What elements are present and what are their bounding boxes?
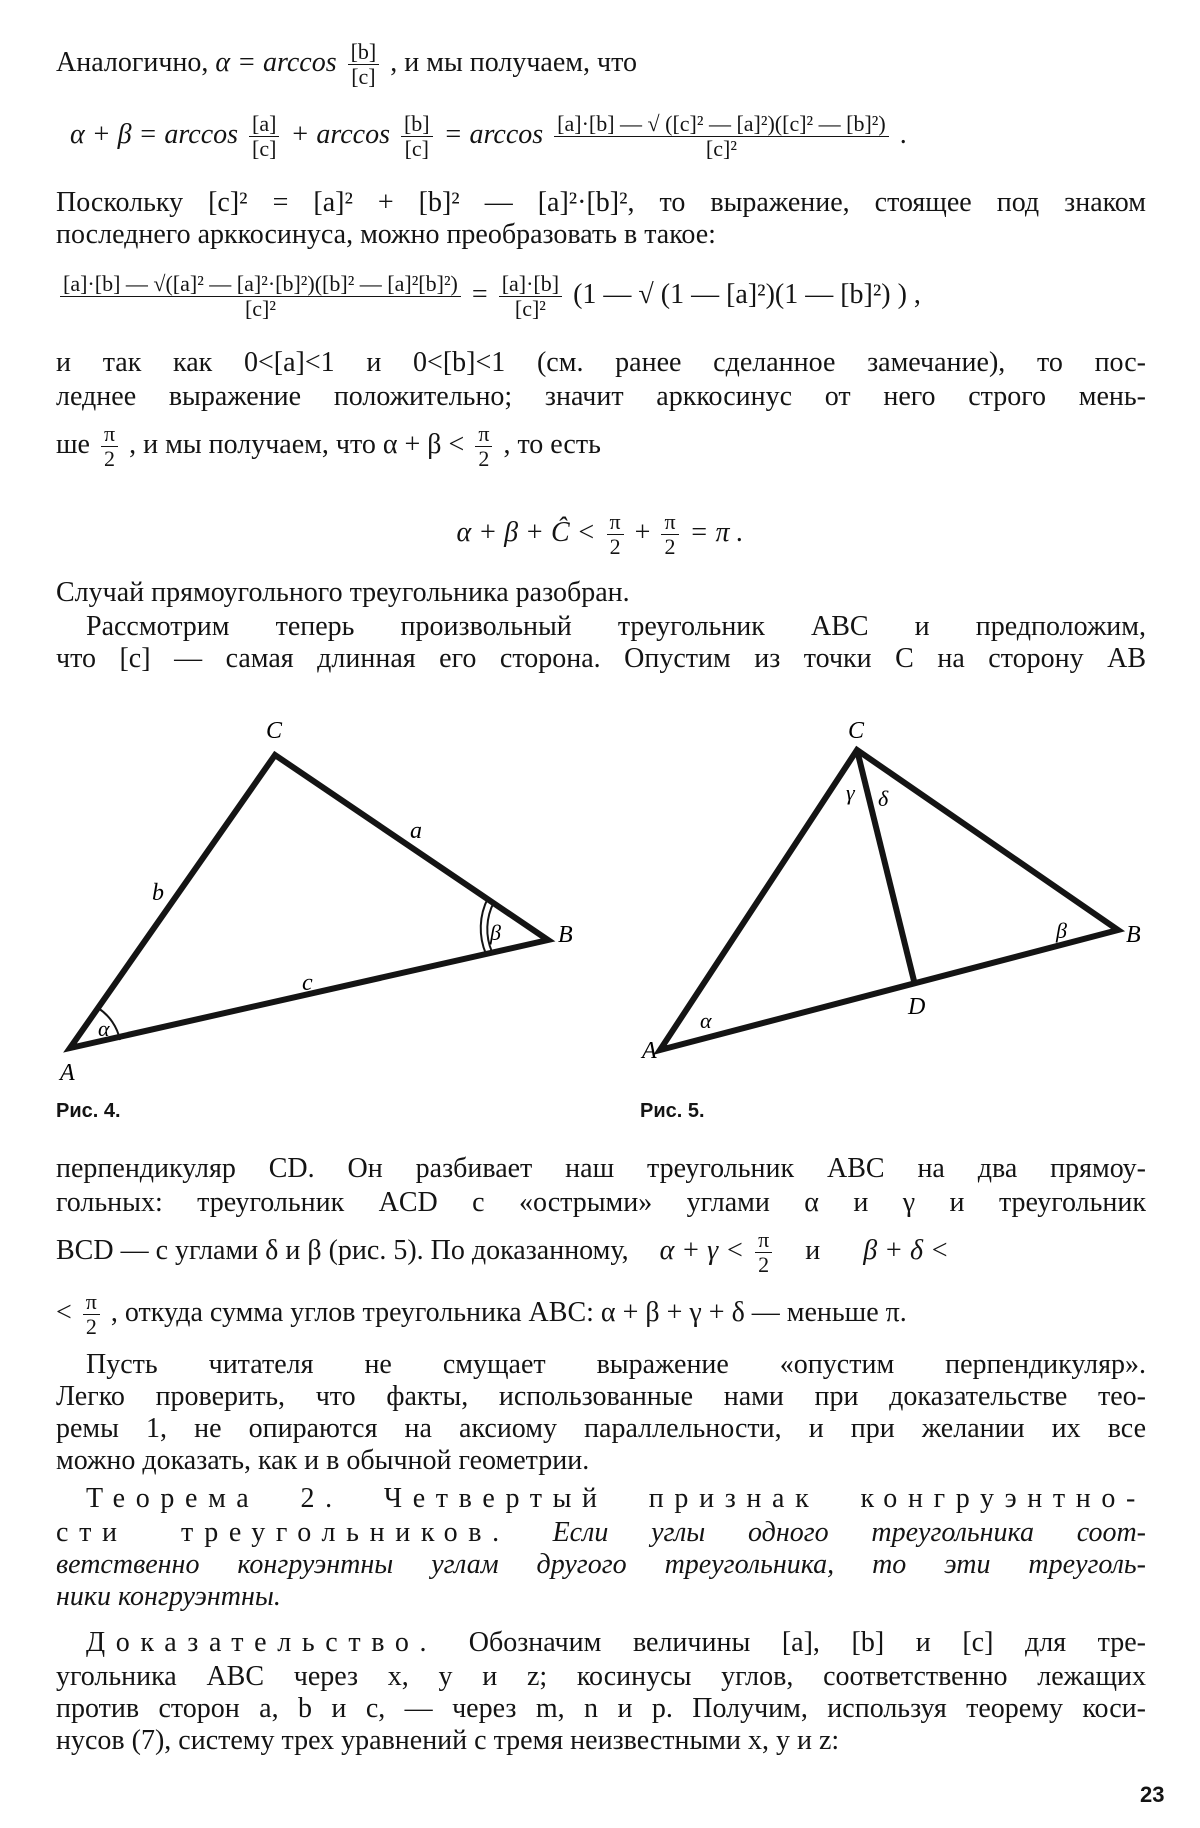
label-angle-alpha-fig5: α [700, 1008, 712, 1033]
text-span: Обозначим величины [a], [b] и [c] для тре- [468, 1627, 1147, 1658]
label-c-vertex: C [266, 718, 283, 744]
text-line: перпендикуляр CD. Он разбивает наш треугольник ABC на два прямоу- [56, 1153, 1146, 1184]
text-line: нусов (7), систему трех уравнений с тремя неизвестными x, y и z: [56, 1725, 840, 1756]
numerator: [b] [348, 40, 380, 65]
triangle-abc-fig5 [660, 750, 1118, 1050]
math-span: = π . [689, 516, 744, 548]
text-line: ремы 1, не опираются на аксиому параллельности, и при желании их все [56, 1413, 1146, 1444]
label-a-vertex: A [60, 1060, 75, 1086]
text-line: против сторон a, b и c, — через m, n и p. Получим, используя теорему коси- [56, 1693, 1146, 1724]
denominator: 2 [609, 534, 621, 559]
text-span: = [471, 278, 488, 310]
fraction [755, 1228, 772, 1277]
text-line: угольника ABC через x, y и z; косинусы углов, соответственно лежащих [56, 1661, 1146, 1692]
text-line: что [c] — самая длинная его сторона. Опустим из точки C на сторону AB [56, 643, 1146, 674]
numerator: π [101, 422, 118, 447]
numerator: π [83, 1290, 100, 1315]
denominator: 2 [478, 446, 490, 471]
theorem-statement: Если углы одного треугольника соот- [552, 1517, 1147, 1548]
label-b-vertex-fig5: B [1126, 922, 1141, 948]
label-d-vertex: D [908, 994, 926, 1020]
page-number: 23 [1140, 1782, 1165, 1807]
label-angle-gamma: γ [846, 780, 855, 805]
text-line: Пусть читателя не смущает выражение «опустим перпендикуляр». [86, 1349, 1146, 1380]
denominator: 2 [85, 1314, 97, 1339]
label-side-c: c [302, 970, 313, 996]
text-span: и [805, 1234, 821, 1266]
label-angle-delta: δ [878, 786, 889, 811]
denominator: [c] [351, 64, 376, 89]
text-line: Поскольку [c]² = [a]² + [b]² — [a]²·[b]², то выражение, стоящее под знаком [56, 187, 1146, 218]
numerator: [a] [249, 112, 279, 137]
text-line [86, 1626, 1146, 1660]
proof-heading: Доказательство. [86, 1627, 438, 1658]
text-line [56, 1516, 1146, 1550]
numerator: [a]·[b] [499, 272, 562, 297]
label-b-vertex: B [558, 922, 573, 948]
label-side-a: a [410, 818, 422, 844]
denominator: [c]² [244, 296, 276, 321]
text-line: можно доказать, как и в обычной геометрии. [56, 1445, 590, 1476]
label-c-vertex-fig5: C [848, 718, 865, 744]
text-span: , откуда сумма углов треугольника ABC: α + β + γ + δ — меньше π. [110, 1296, 907, 1328]
text-span: , и мы получаем, что [390, 46, 637, 78]
text-line: Легко проверить, что факты, использованные нами при доказательстве тео- [56, 1381, 1146, 1412]
fraction [83, 1290, 100, 1339]
figure-4-caption: Рис. 4. [56, 1100, 121, 1122]
text-line: Рассмотрим теперь произвольный треугольник ABC и предположим, [86, 611, 1146, 642]
denominator: 2 [758, 1252, 770, 1277]
denominator: [c] [252, 136, 277, 161]
text-line: Случай прямоугольного треугольника разобран. [56, 577, 630, 608]
text-line: гольных: треугольник ACD с «острыми» углами α и γ и треугольник [56, 1187, 1146, 1218]
math-span: α + β = arccos [70, 118, 239, 150]
numerator: [b] [401, 112, 433, 137]
text-span: + [634, 516, 651, 548]
text-span: , то есть [503, 428, 601, 460]
denominator: 2 [104, 446, 116, 471]
text-span: < [56, 1296, 72, 1328]
math-span: = arccos [443, 118, 544, 150]
label-angle-beta: β [490, 920, 501, 945]
text-line [56, 1290, 907, 1339]
label-a-vertex-fig5: A [642, 1038, 657, 1064]
theorem-statement-line: ветственно конгруэнтны углам другого треугольника, то эти треуголь- [56, 1549, 1146, 1580]
math-span: α + γ < [659, 1234, 745, 1266]
theorem-statement-line: ники конгруэнтны. [56, 1581, 281, 1612]
numerator: [a]·[b] — √ ([c]² — [a]²)([c]² — [b]²) [554, 112, 889, 137]
theorem-heading: Теорема 2. Четвертый признак конгруэнтно- [86, 1483, 1146, 1514]
numerator: π [661, 510, 678, 535]
text-line: последнего арккосинуса, можно преобразовать в такое: [56, 219, 716, 250]
text-line [56, 1228, 1146, 1277]
text-line: леднее выражение положительно; значит арккосинус от него строго мень- [56, 381, 1146, 412]
text-line: и так как 0<[a]<1 и 0<[b]<1 (см. ранее сделанное замечание), то пос- [56, 347, 1146, 378]
numerator: π [475, 422, 492, 447]
text-span: (1 — √ (1 — [a]²)(1 — [b]²) ) , [573, 278, 921, 310]
math-span: β + δ < [863, 1234, 949, 1266]
denominator: [c] [404, 136, 430, 161]
triangle-abc [70, 755, 548, 1048]
denominator: [c]² [705, 136, 737, 161]
label-angle-alpha: α [98, 1016, 110, 1041]
theorem-heading-cont: сти треугольников. [56, 1517, 510, 1548]
text-span: BCD — с углами δ и β (рис. 5). По доказанному, [56, 1234, 629, 1266]
text-span: , и мы получаем, что α + β < [129, 428, 465, 460]
label-side-b: b [152, 880, 164, 906]
text-span: ше [56, 428, 90, 460]
math-span: α + β + Ĉ < [456, 516, 596, 548]
text-span: Аналогично, [56, 46, 209, 78]
denominator: 2 [664, 534, 676, 559]
math-span: + arccos [290, 118, 390, 150]
label-angle-beta-fig5: β [1056, 918, 1067, 943]
numerator: [a]·[b] — √([a]² — [a]²·[b]²)([b]² — [a]²[b]²) [60, 272, 461, 297]
math-span: α = arccos [215, 46, 337, 78]
figure-5-caption: Рис. 5. [640, 1100, 705, 1122]
denominator: [c]² [514, 296, 546, 321]
numerator: π [755, 1228, 772, 1253]
numerator: π [607, 510, 624, 535]
text-span: . [899, 118, 907, 150]
